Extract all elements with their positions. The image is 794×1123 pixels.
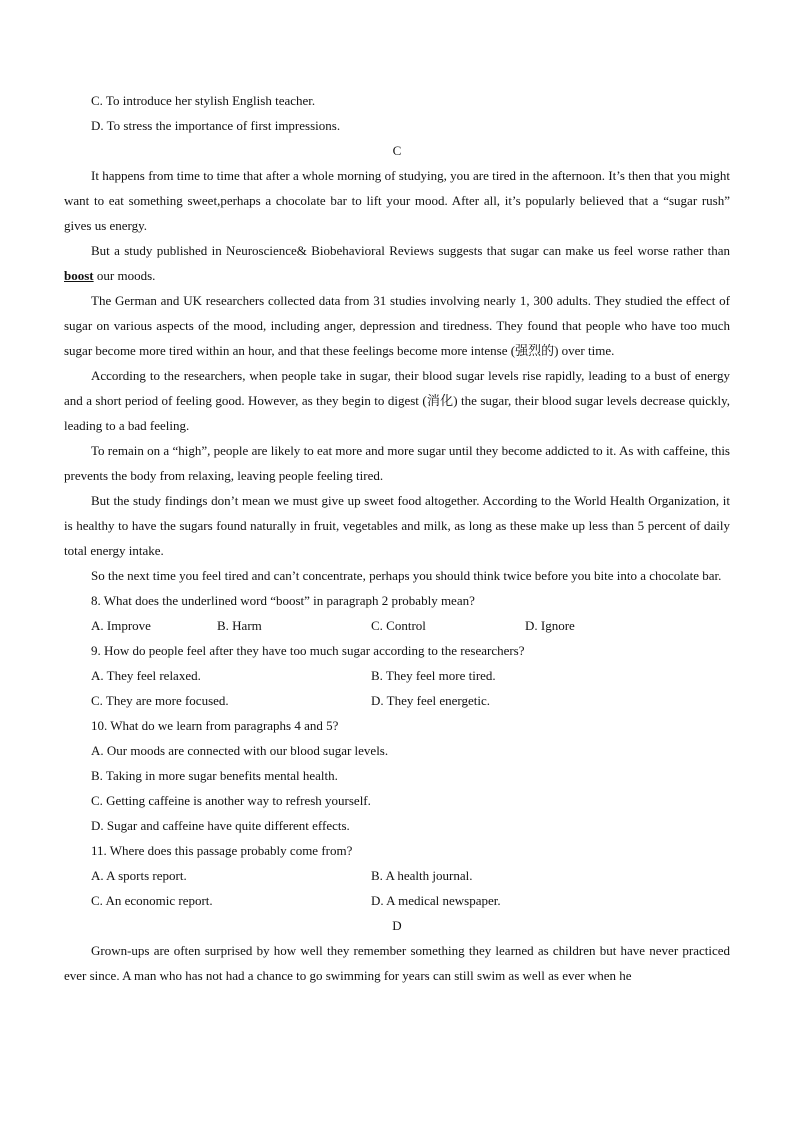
question-11-options-row-2 [64,888,730,913]
question-10: 10. What do we learn from paragraphs 4 and 5? [91,718,339,733]
question-11-option-c: C. An economic report. [91,893,213,908]
question-10-option-c: C. Getting caffeine is another way to refresh yourself. [91,793,371,808]
question-9-option-d: D. They feel energetic. [371,693,490,708]
section-c-paragraph-2 [64,238,730,288]
section-c-paragraph-5: To remain on a “high”, people are likely to eat more and more sugar until they become addicted to it. As with caffeine, this prevents the body from relaxing, leaving people feeling tired. [64,443,730,483]
question-11-option-d: D. A medical newspaper. [371,893,501,908]
section-c-label: C [392,143,402,158]
question-8-option-b: B. Harm [217,618,262,633]
prev-option-d: D. To stress the importance of first impressions. [91,118,341,133]
question-8-option-a: A. Improve [91,618,151,633]
question-8: 8. What does the underlined word “boost” in paragraph 2 probably mean? [91,593,475,608]
section-d-paragraph-1: Grown-ups are often surprised by how well they remember something they learned as children but have never practiced ever since. A man who has not had a chance to go swimming for years can still swim as well as ever when he [64,943,730,983]
prev-option-c: C. To introduce her stylish English teacher. [91,93,316,108]
section-c-paragraph-4: According to the researchers, when people take in sugar, their blood sugar levels rise rapidly, leading to a bust of energy and a short period of feeling good. However, as they begin to digest (消化) the sugar, their blood sugar levels decrease quickly, leading to a bad feeling. [64,368,730,433]
underlined-word-boost: boost [64,268,94,283]
paragraph-2-text-after: our moods. [93,268,156,283]
section-c-paragraph-6: But the study findings don’t mean we must give up sweet food altogether. According to the World Health Organization, it is healthy to have the sugars found naturally in fruit, vegetables and milk, as long as these make up less than 5 percent of daily total energy intake. [64,493,730,558]
question-9-option-a: A. They feel relaxed. [91,668,201,683]
exam-page [64,88,730,988]
question-11-option-b: B. A health journal. [371,868,473,883]
section-d-label: D [392,918,402,933]
question-9-option-c: C. They are more focused. [91,693,229,708]
section-c-paragraph-1: It happens from time to time that after a whole morning of studying, you are tired in the afternoon. It’s then that you might want to eat something sweet,perhaps a chocolate bar to lift your mood. After all, it’s popularly believed that a “sugar rush” gives us energy. [64,168,730,233]
question-8-options [64,613,730,638]
paragraph-2-text-before: But a study published in Neuroscience& Biobehavioral Reviews suggests that sugar can make us feel worse rather than [91,243,730,258]
question-10-option-b: B. Taking in more sugar benefits mental health. [91,768,338,783]
question-9-options-row-1 [64,663,730,688]
question-11-options-row-1 [64,863,730,888]
question-11: 11. Where does this passage probably come from? [91,843,353,858]
section-c-paragraph-3: The German and UK researchers collected data from 31 studies involving nearly 1, 300 adults. They studied the effect of sugar on various aspects of the mood, including anger, depression and tiredness. They found that people who have too much sugar become more tired within an hour, and that these feelings become more intense (强烈的) over time. [64,293,730,358]
question-9-option-b: B. They feel more tired. [371,668,496,683]
question-9: 9. How do people feel after they have too much sugar according to the researchers? [91,643,525,658]
question-8-option-d: D. Ignore [525,618,575,633]
question-9-options-row-2 [64,688,730,713]
section-c-paragraph-7: So the next time you feel tired and can’t concentrate, perhaps you should think twice before you bite into a chocolate bar. [91,568,722,583]
question-10-option-a: A. Our moods are connected with our blood sugar levels. [91,743,389,758]
question-8-option-c: C. Control [371,618,426,633]
question-11-option-a: A. A sports report. [91,868,187,883]
question-10-option-d: D. Sugar and caffeine have quite different effects. [91,818,350,833]
